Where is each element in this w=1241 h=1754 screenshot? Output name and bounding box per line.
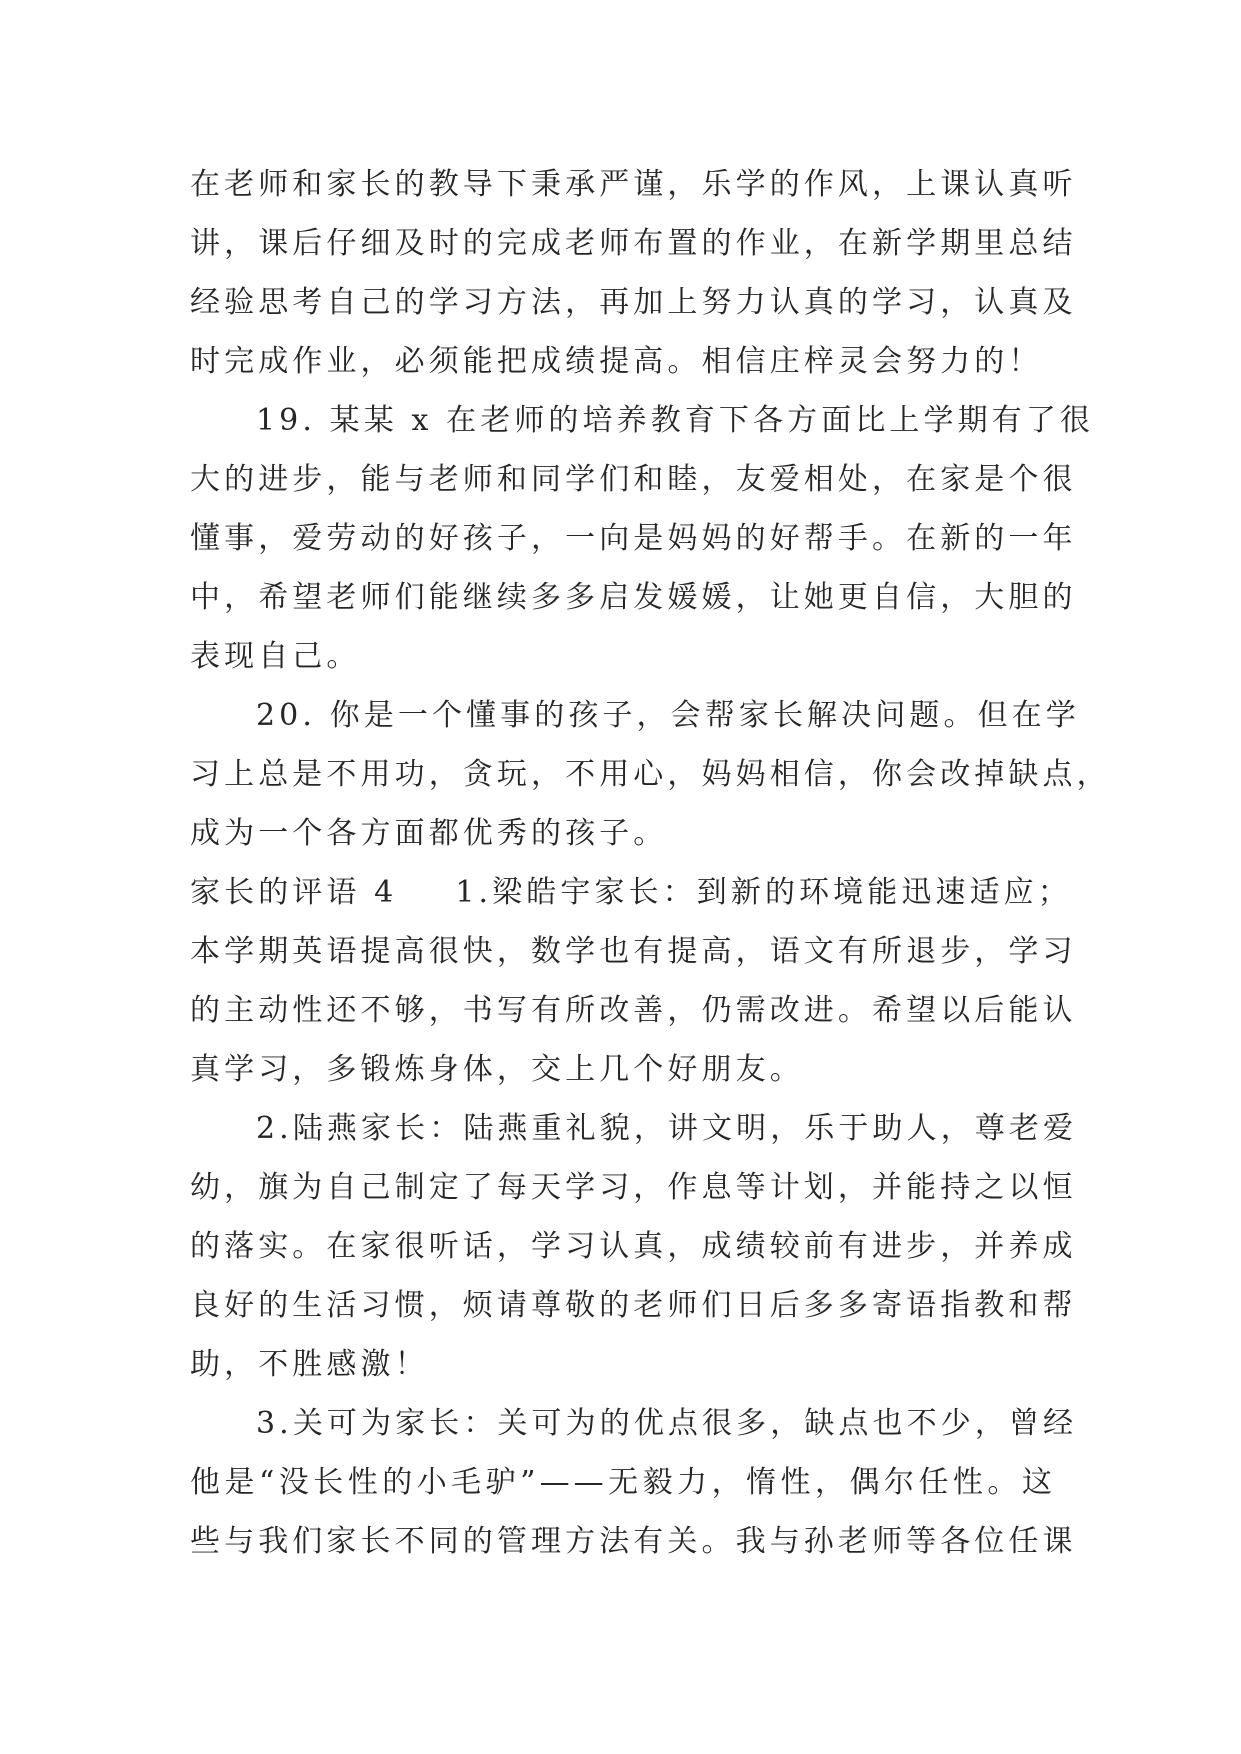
text-line xyxy=(190,863,1072,922)
paragraph xyxy=(190,863,1077,1099)
text-line: 20. 你是一个懂事的孩子，会帮家长解决问题。但在学 xyxy=(256,698,1080,733)
text-line: 大的进步，能与老师和同学们和睦，友爱相处，在家是个很 xyxy=(190,462,1077,497)
text-line: 他是“没长性的小毛驴”——无毅力，惰性，偶尔任性。这 xyxy=(190,1465,1056,1500)
text-line: 3.关可为家长：关可为的优点很多，缺点也不少，曾经 xyxy=(256,1406,1078,1441)
text-line: 的落实。在家很听话，学习认真，成绩较前有进步，并养成 xyxy=(190,1229,1077,1264)
text-line: 讲，课后仔细及时的完成老师布置的作业，在新学期里总结 xyxy=(190,226,1077,261)
text-line: 些与我们家长不同的管理方法有关。我与孙老师等各位任课 xyxy=(190,1524,1077,1559)
text-line: 本学期英语提高很快，数学也有提高，语文有所退步，学习 xyxy=(190,934,1077,969)
text-line: 幼，旗为自己制定了每天学习，作息等计划，并能持之以恒 xyxy=(190,1170,1077,1205)
text-line: 助，不胜感激！ xyxy=(190,1347,429,1382)
paragraph xyxy=(190,155,1077,391)
text-line: 真学习，多锻炼身体，交上几个好朋友。 xyxy=(190,1052,804,1087)
text-line: 中，希望老师们能继续多多启发媛媛，让她更自信，大胆的 xyxy=(190,580,1077,615)
text-line: 经验思考自己的学习方法，再加上努力认真的学习，认真及 xyxy=(190,285,1077,320)
text-line: 19. 某某 x 在老师的培养教育下各方面比上学期有了很 xyxy=(256,403,1095,438)
text-line: 良好的生活习惯，烦请尊敬的老师们日后多多寄语指教和帮 xyxy=(190,1288,1077,1323)
text-line: 在老师和家长的教导下秉承严谨，乐学的作风，上课认真听 xyxy=(190,167,1077,202)
paragraph xyxy=(190,391,1095,686)
text-line: 的主动性还不够，书写有所改善，仍需改进。希望以后能认 xyxy=(190,993,1077,1028)
text-line: 时完成作业，必须能把成绩提高。相信庄梓灵会努力的！ xyxy=(190,344,1043,379)
text-line: 表现自己。 xyxy=(190,639,361,674)
paragraph xyxy=(190,686,1111,863)
text-line: 懂事，爱劳动的好孩子，一向是妈妈的好帮手。在新的一年 xyxy=(190,521,1077,556)
text-line: 2.陆燕家长：陆燕重礼貌，讲文明，乐于助人，尊老爱 xyxy=(256,1111,1078,1146)
text-line: 成为一个各方面都优秀的孩子。 xyxy=(190,816,668,851)
paragraph xyxy=(190,1099,1078,1394)
paragraph xyxy=(190,1394,1078,1571)
document-body xyxy=(190,155,1111,1571)
section-heading: 家长的评语 4 xyxy=(190,875,398,910)
text-line: 习上总是不用功，贪玩，不用心，妈妈相信，你会改掉缺点， xyxy=(190,757,1111,792)
text-run: 1.梁皓宇家长：到新的环境能迅速适应； xyxy=(455,875,1072,910)
